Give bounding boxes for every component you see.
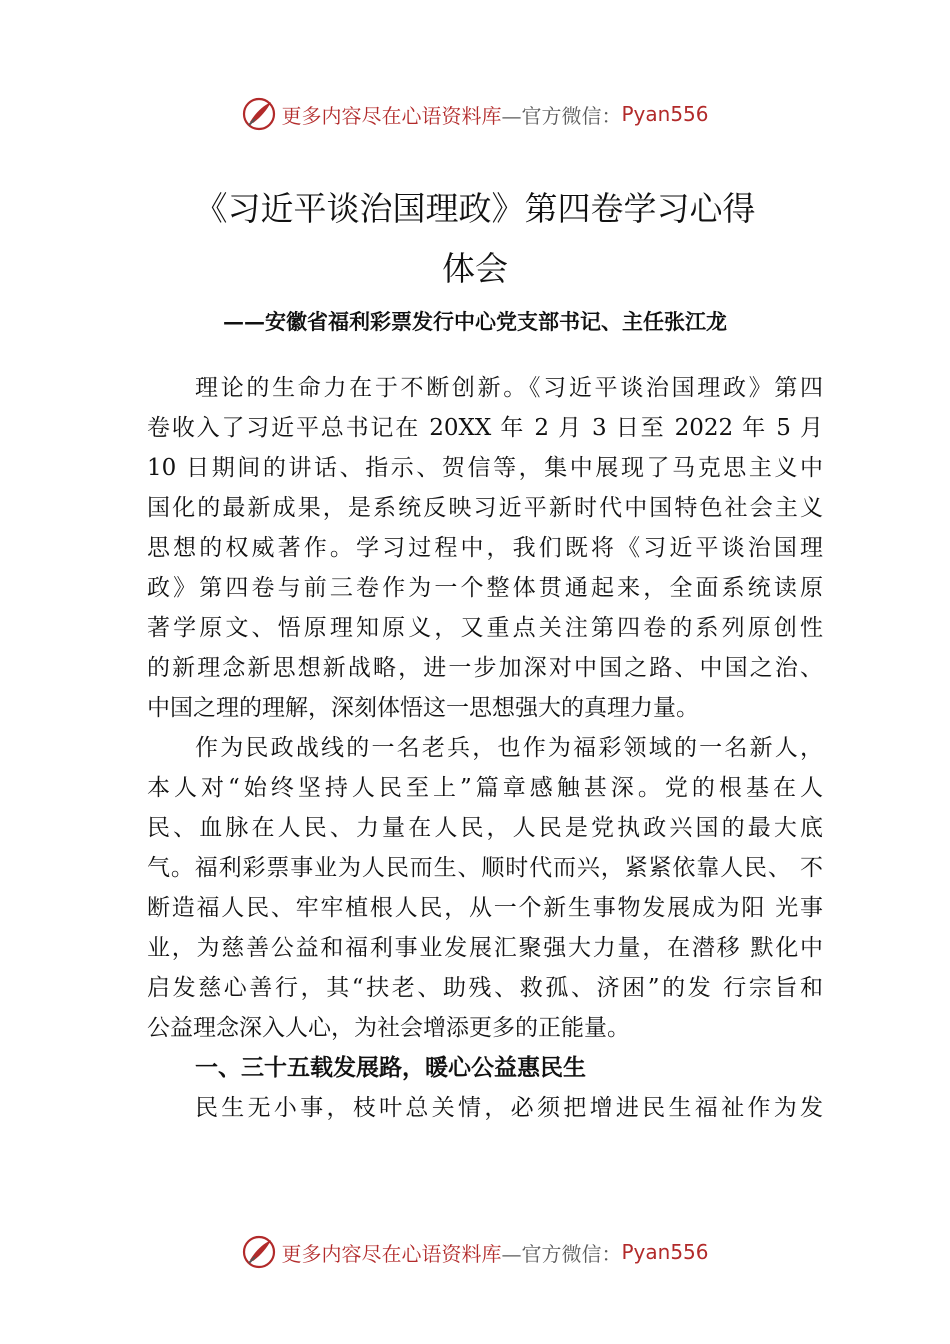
body-line: 作为民政战线的一名老兵，也作为福彩领域的一名新人， bbox=[195, 735, 823, 761]
body-line: 思想的权威著作。学习过程中，我们既将《习近平谈治国理 bbox=[147, 535, 823, 561]
body-line: 的新理念新思想新战略，进一步加深对中国之路、中国之治、 bbox=[147, 655, 823, 681]
document-title-line1: 《习近平谈治国理政》第四卷学习心得 bbox=[194, 189, 756, 228]
banner-text: 更多内容尽在心语资料库 bbox=[281, 103, 502, 128]
document-subtitle: ——安徽省福利彩票发行中心党支部书记、主任张江龙 bbox=[223, 309, 727, 334]
body-line: 气。福利彩票事业为人民而生、顺时代而兴，紧紧依靠人民、 不 bbox=[147, 855, 823, 881]
banner-wechat-id: Pyan556 bbox=[621, 1240, 709, 1264]
section-heading: 一、三十五载发展路，暖心公益惠民生 bbox=[195, 1055, 586, 1081]
banner-suffix: —官方微信： bbox=[501, 1241, 622, 1266]
quill-logo-icon bbox=[241, 1234, 277, 1270]
body-line: 民、血脉在人民、力量在人民，人民是党执政兴国的最大底 bbox=[147, 815, 823, 841]
banner-text: 更多内容尽在心语资料库 bbox=[281, 1241, 502, 1266]
body-line: 10 日期间的讲话、指示、贺信等，集中展现了马克思主义中 bbox=[147, 455, 823, 481]
body-line: 政》第四卷与前三卷作为一个整体贯通起来，全面系统读原 bbox=[147, 575, 823, 601]
body-line: 国化的最新成果，是系统反映习近平新时代中国特色社会主义 bbox=[147, 495, 823, 521]
banner-suffix: —官方微信： bbox=[501, 103, 622, 128]
body-line: 公益理念深入人心，为社会增添更多的正能量。 bbox=[147, 1015, 630, 1041]
body-line: 业，为慈善公益和福利事业发展汇聚强大力量，在潜移 默化中 bbox=[147, 935, 823, 961]
footer-banner bbox=[0, 1232, 950, 1272]
body-line: 断造福人民、牢牢植根人民，从一个新生事物发展成为阳 光事 bbox=[147, 895, 823, 921]
quill-logo-icon bbox=[241, 96, 277, 132]
banner-wechat-id: Pyan556 bbox=[621, 102, 709, 126]
body-line: 著学原文、悟原理知原义，又重点关注第四卷的系列原创性 bbox=[147, 615, 823, 641]
header-banner bbox=[0, 94, 950, 134]
body-line: 理论的生命力在于不断创新。《习近平谈治国理政》第四 bbox=[195, 375, 823, 401]
body-line: 启发慈心善行，其“扶老、助残、救孤、济困”的发 行宗旨和 bbox=[147, 975, 823, 1001]
body-line: 本人对“始终坚持人民至上”篇章感触甚深。党的根基在人 bbox=[147, 775, 823, 801]
document-title-line2: 体会 bbox=[442, 249, 508, 288]
body-line: 中国之理的理解，深刻体悟这一思想强大的真理力量。 bbox=[147, 695, 699, 721]
body-line: 卷收入了习近平总书记在 20XX 年 2 月 3 日至 2022 年 5 月 bbox=[147, 415, 823, 441]
body-line: 民生无小事，枝叶总关情，必须把增进民生福祉作为发 bbox=[195, 1095, 823, 1121]
